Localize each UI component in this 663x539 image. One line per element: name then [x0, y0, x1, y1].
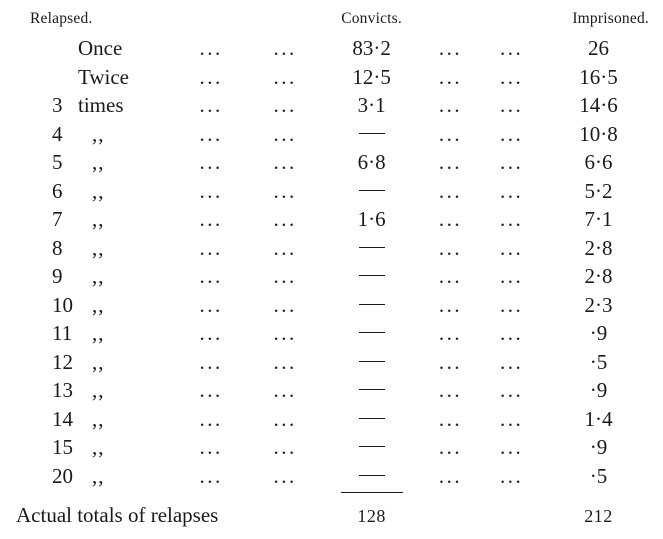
- totals-convicts: 128: [357, 506, 386, 526]
- row-label-number: 20: [52, 463, 73, 488]
- leader-dots-3: ...: [438, 435, 463, 459]
- row-label: [8, 462, 175, 491]
- row-label: [8, 262, 175, 291]
- leader-dots-3: ...: [438, 378, 463, 402]
- cell-imprisoned: 16·5: [579, 64, 618, 89]
- row-label-ditto: ,,: [92, 349, 105, 374]
- leader-dots-3: ...: [438, 64, 463, 89]
- row-label-ditto: ,,: [92, 235, 105, 260]
- leader-dots-4: ...: [499, 150, 524, 174]
- row-label-number: 13: [52, 378, 73, 402]
- row-label-ditto: ,,: [92, 207, 105, 231]
- cell-convicts: [323, 120, 420, 149]
- row-label: [8, 433, 175, 462]
- cell-imprisoned: 10·8: [579, 121, 618, 146]
- row-label-ditto: ,,: [92, 435, 105, 459]
- totals-spacer-2: [481, 493, 542, 539]
- leader-dots-3: ...: [438, 93, 463, 117]
- row-label-ditto: ,,: [92, 264, 105, 288]
- cell-convicts: 12·5: [352, 64, 391, 89]
- row-label-number: 3: [52, 93, 63, 117]
- row-label-ditto: ,,: [92, 150, 105, 174]
- cell-convicts: 83·2: [352, 36, 391, 60]
- table-body: [8, 34, 655, 490]
- cell-imprisoned: 2·8: [584, 235, 613, 260]
- table-row: [8, 462, 655, 491]
- row-label-number: 15: [52, 435, 73, 459]
- leader-dots-3: ...: [438, 178, 463, 203]
- cell-convicts: [323, 319, 420, 348]
- leader-dots-2: ...: [273, 406, 297, 431]
- cell-imprisoned: ·9: [589, 435, 608, 459]
- table-row: [8, 148, 655, 177]
- leader-dots-4: ...: [499, 121, 524, 146]
- leader-dots-2: ...: [273, 235, 297, 260]
- leader-dots-2: ...: [273, 321, 297, 345]
- em-dash-placeholder: [359, 247, 385, 248]
- totals-row: [8, 493, 655, 539]
- row-label: [8, 120, 175, 149]
- column-header-spacer-1: [175, 10, 247, 34]
- leader-dots-2: ...: [273, 463, 297, 488]
- cell-imprisoned: 7·1: [584, 207, 613, 231]
- cell-convicts: 6·8: [357, 150, 386, 174]
- em-dash-placeholder: [359, 418, 385, 419]
- leader-dots-3: ...: [438, 292, 463, 317]
- leader-dots-1: ...: [199, 64, 223, 89]
- cell-convicts: 1·6: [357, 207, 386, 231]
- cell-convicts: [323, 462, 420, 491]
- leader-dots-4: ...: [499, 93, 524, 117]
- table-row: [8, 348, 655, 377]
- row-label-ditto: ,,: [92, 378, 105, 402]
- leader-dots-3: ...: [438, 321, 463, 345]
- row-label-word: Once: [78, 36, 123, 60]
- table-row: [8, 291, 655, 320]
- cell-convicts: 3·1: [357, 93, 386, 117]
- row-label-word: times: [78, 93, 124, 117]
- table-row: [8, 262, 655, 291]
- leader-dots-2: ...: [273, 93, 297, 117]
- leader-dots-3: ...: [438, 121, 463, 146]
- em-dash-placeholder: [359, 446, 385, 447]
- em-dash-placeholder: [359, 275, 385, 276]
- cell-convicts: [323, 234, 420, 263]
- leader-dots-2: ...: [273, 264, 297, 288]
- leader-dots-1: ...: [199, 235, 223, 260]
- cell-convicts: [323, 177, 420, 206]
- cell-imprisoned: 6·6: [584, 150, 613, 174]
- row-label: [8, 291, 175, 320]
- row-label-number: 14: [52, 406, 73, 431]
- leader-dots-3: ...: [438, 264, 463, 288]
- row-label-word: Twice: [78, 64, 130, 89]
- row-label: [8, 234, 175, 263]
- leader-dots-2: ...: [273, 207, 297, 231]
- leader-dots-1: ...: [199, 349, 223, 374]
- em-dash-placeholder: [359, 332, 385, 333]
- em-dash-placeholder: [359, 133, 385, 134]
- row-label-number: 9: [52, 264, 63, 288]
- row-label-ditto: ,,: [92, 321, 105, 345]
- cell-imprisoned: ·9: [589, 321, 608, 345]
- cell-imprisoned: 2·3: [584, 292, 613, 317]
- cell-imprisoned: 2·8: [584, 264, 613, 288]
- row-label-ditto: ,,: [92, 406, 105, 431]
- cell-convicts: [323, 433, 420, 462]
- relapses-table: [8, 10, 655, 539]
- cell-convicts: [323, 405, 420, 434]
- leader-dots-4: ...: [499, 406, 524, 431]
- table-foot: [8, 490, 655, 539]
- table-row: [8, 433, 655, 462]
- column-header-spacer-4: [481, 10, 542, 34]
- leader-dots-2: ...: [273, 349, 297, 374]
- cell-convicts: [323, 262, 420, 291]
- totals-imprisoned: 212: [584, 506, 613, 526]
- cell-convicts: [323, 291, 420, 320]
- leader-dots-4: ...: [499, 207, 524, 231]
- leader-dots-2: ...: [273, 292, 297, 317]
- table-row: [8, 205, 655, 234]
- em-dash-placeholder: [359, 475, 385, 476]
- cell-imprisoned: ·9: [589, 378, 608, 402]
- totals-label: Actual totals of relapses: [16, 503, 219, 527]
- row-label: [8, 177, 175, 206]
- leader-dots-3: ...: [438, 235, 463, 260]
- table-row: [8, 177, 655, 206]
- table-row: [8, 376, 655, 405]
- column-header-convicts: Convicts.: [341, 10, 402, 27]
- leader-dots-4: ...: [499, 36, 524, 60]
- row-label-number: 8: [52, 235, 63, 260]
- table-header-row: [8, 10, 655, 34]
- leader-dots-1: ...: [199, 207, 223, 231]
- leader-dots-4: ...: [499, 463, 524, 488]
- leader-dots-1: ...: [199, 463, 223, 488]
- leader-dots-4: ...: [499, 235, 524, 260]
- row-label: [8, 91, 175, 120]
- leader-dots-4: ...: [499, 264, 524, 288]
- leader-dots-2: ...: [273, 378, 297, 402]
- row-label-number: 7: [52, 207, 63, 231]
- leader-dots-2: ...: [273, 121, 297, 146]
- cell-imprisoned: 1·4: [584, 406, 613, 431]
- table-row: [8, 34, 655, 63]
- leader-dots-4: ...: [499, 178, 524, 203]
- leader-dots-2: ...: [273, 435, 297, 459]
- row-label-ditto: ,,: [92, 121, 105, 146]
- row-label-ditto: ,,: [92, 178, 105, 203]
- leader-dots-3: ...: [438, 150, 463, 174]
- table-row: [8, 91, 655, 120]
- cell-imprisoned: ·5: [589, 349, 608, 374]
- leader-dots-1: ...: [199, 406, 223, 431]
- leader-dots-3: ...: [438, 207, 463, 231]
- em-dash-placeholder: [359, 361, 385, 362]
- row-label: [8, 376, 175, 405]
- row-label: [8, 205, 175, 234]
- row-label-number: 5: [52, 150, 63, 174]
- leader-dots-2: ...: [273, 64, 297, 89]
- column-header-imprisoned: Imprisoned.: [572, 10, 649, 27]
- leader-dots-1: ...: [199, 378, 223, 402]
- column-header-relapsed: Relapsed.: [30, 10, 93, 27]
- row-label-number: 4: [52, 121, 63, 146]
- leader-dots-4: ...: [499, 378, 524, 402]
- row-label-number: 10: [52, 292, 73, 317]
- cell-imprisoned: 14·6: [579, 93, 618, 117]
- leader-dots-1: ...: [199, 321, 223, 345]
- em-dash-placeholder: [359, 190, 385, 191]
- table-row: [8, 405, 655, 434]
- leader-dots-2: ...: [273, 178, 297, 203]
- row-label: [8, 405, 175, 434]
- leader-dots-2: ...: [273, 36, 297, 60]
- leader-dots-1: ...: [199, 264, 223, 288]
- row-label-ditto: ,,: [92, 463, 105, 488]
- table-row: [8, 120, 655, 149]
- table-row: [8, 319, 655, 348]
- cell-convicts: [323, 348, 420, 377]
- cell-imprisoned: 5·2: [584, 178, 613, 203]
- em-dash-placeholder: [359, 304, 385, 305]
- cell-imprisoned: ·5: [589, 463, 608, 488]
- table-row: [8, 234, 655, 263]
- leader-dots-3: ...: [438, 36, 463, 60]
- cell-convicts: [323, 376, 420, 405]
- leader-dots-3: ...: [438, 463, 463, 488]
- leader-dots-4: ...: [499, 435, 524, 459]
- leader-dots-4: ...: [499, 292, 524, 317]
- row-label-number: 12: [52, 349, 73, 374]
- em-dash-placeholder: [359, 389, 385, 390]
- leader-dots-2: ...: [273, 150, 297, 174]
- row-label-number: 6: [52, 178, 63, 203]
- leader-dots-1: ...: [199, 93, 223, 117]
- leader-dots-4: ...: [499, 321, 524, 345]
- row-label: [8, 148, 175, 177]
- leader-dots-3: ...: [438, 406, 463, 431]
- totals-spacer-1: [420, 493, 481, 539]
- table-head: [8, 10, 655, 34]
- row-label: [8, 319, 175, 348]
- leader-dots-3: ...: [438, 349, 463, 374]
- leader-dots-1: ...: [199, 150, 223, 174]
- row-label-number: 11: [52, 321, 73, 345]
- row-label: [8, 348, 175, 377]
- cell-imprisoned: 26: [588, 36, 610, 60]
- leader-dots-4: ...: [499, 64, 524, 89]
- row-label-ditto: ,,: [92, 292, 105, 317]
- leader-dots-1: ...: [199, 121, 223, 146]
- leader-dots-1: ...: [199, 292, 223, 317]
- column-header-spacer-3: [420, 10, 481, 34]
- leader-dots-4: ...: [499, 349, 524, 374]
- leader-dots-1: ...: [199, 178, 223, 203]
- leader-dots-1: ...: [199, 36, 223, 60]
- row-label: [8, 34, 175, 63]
- leader-dots-1: ...: [199, 435, 223, 459]
- column-header-spacer-2: [247, 10, 323, 34]
- table-row: [8, 63, 655, 92]
- row-label: [8, 63, 175, 92]
